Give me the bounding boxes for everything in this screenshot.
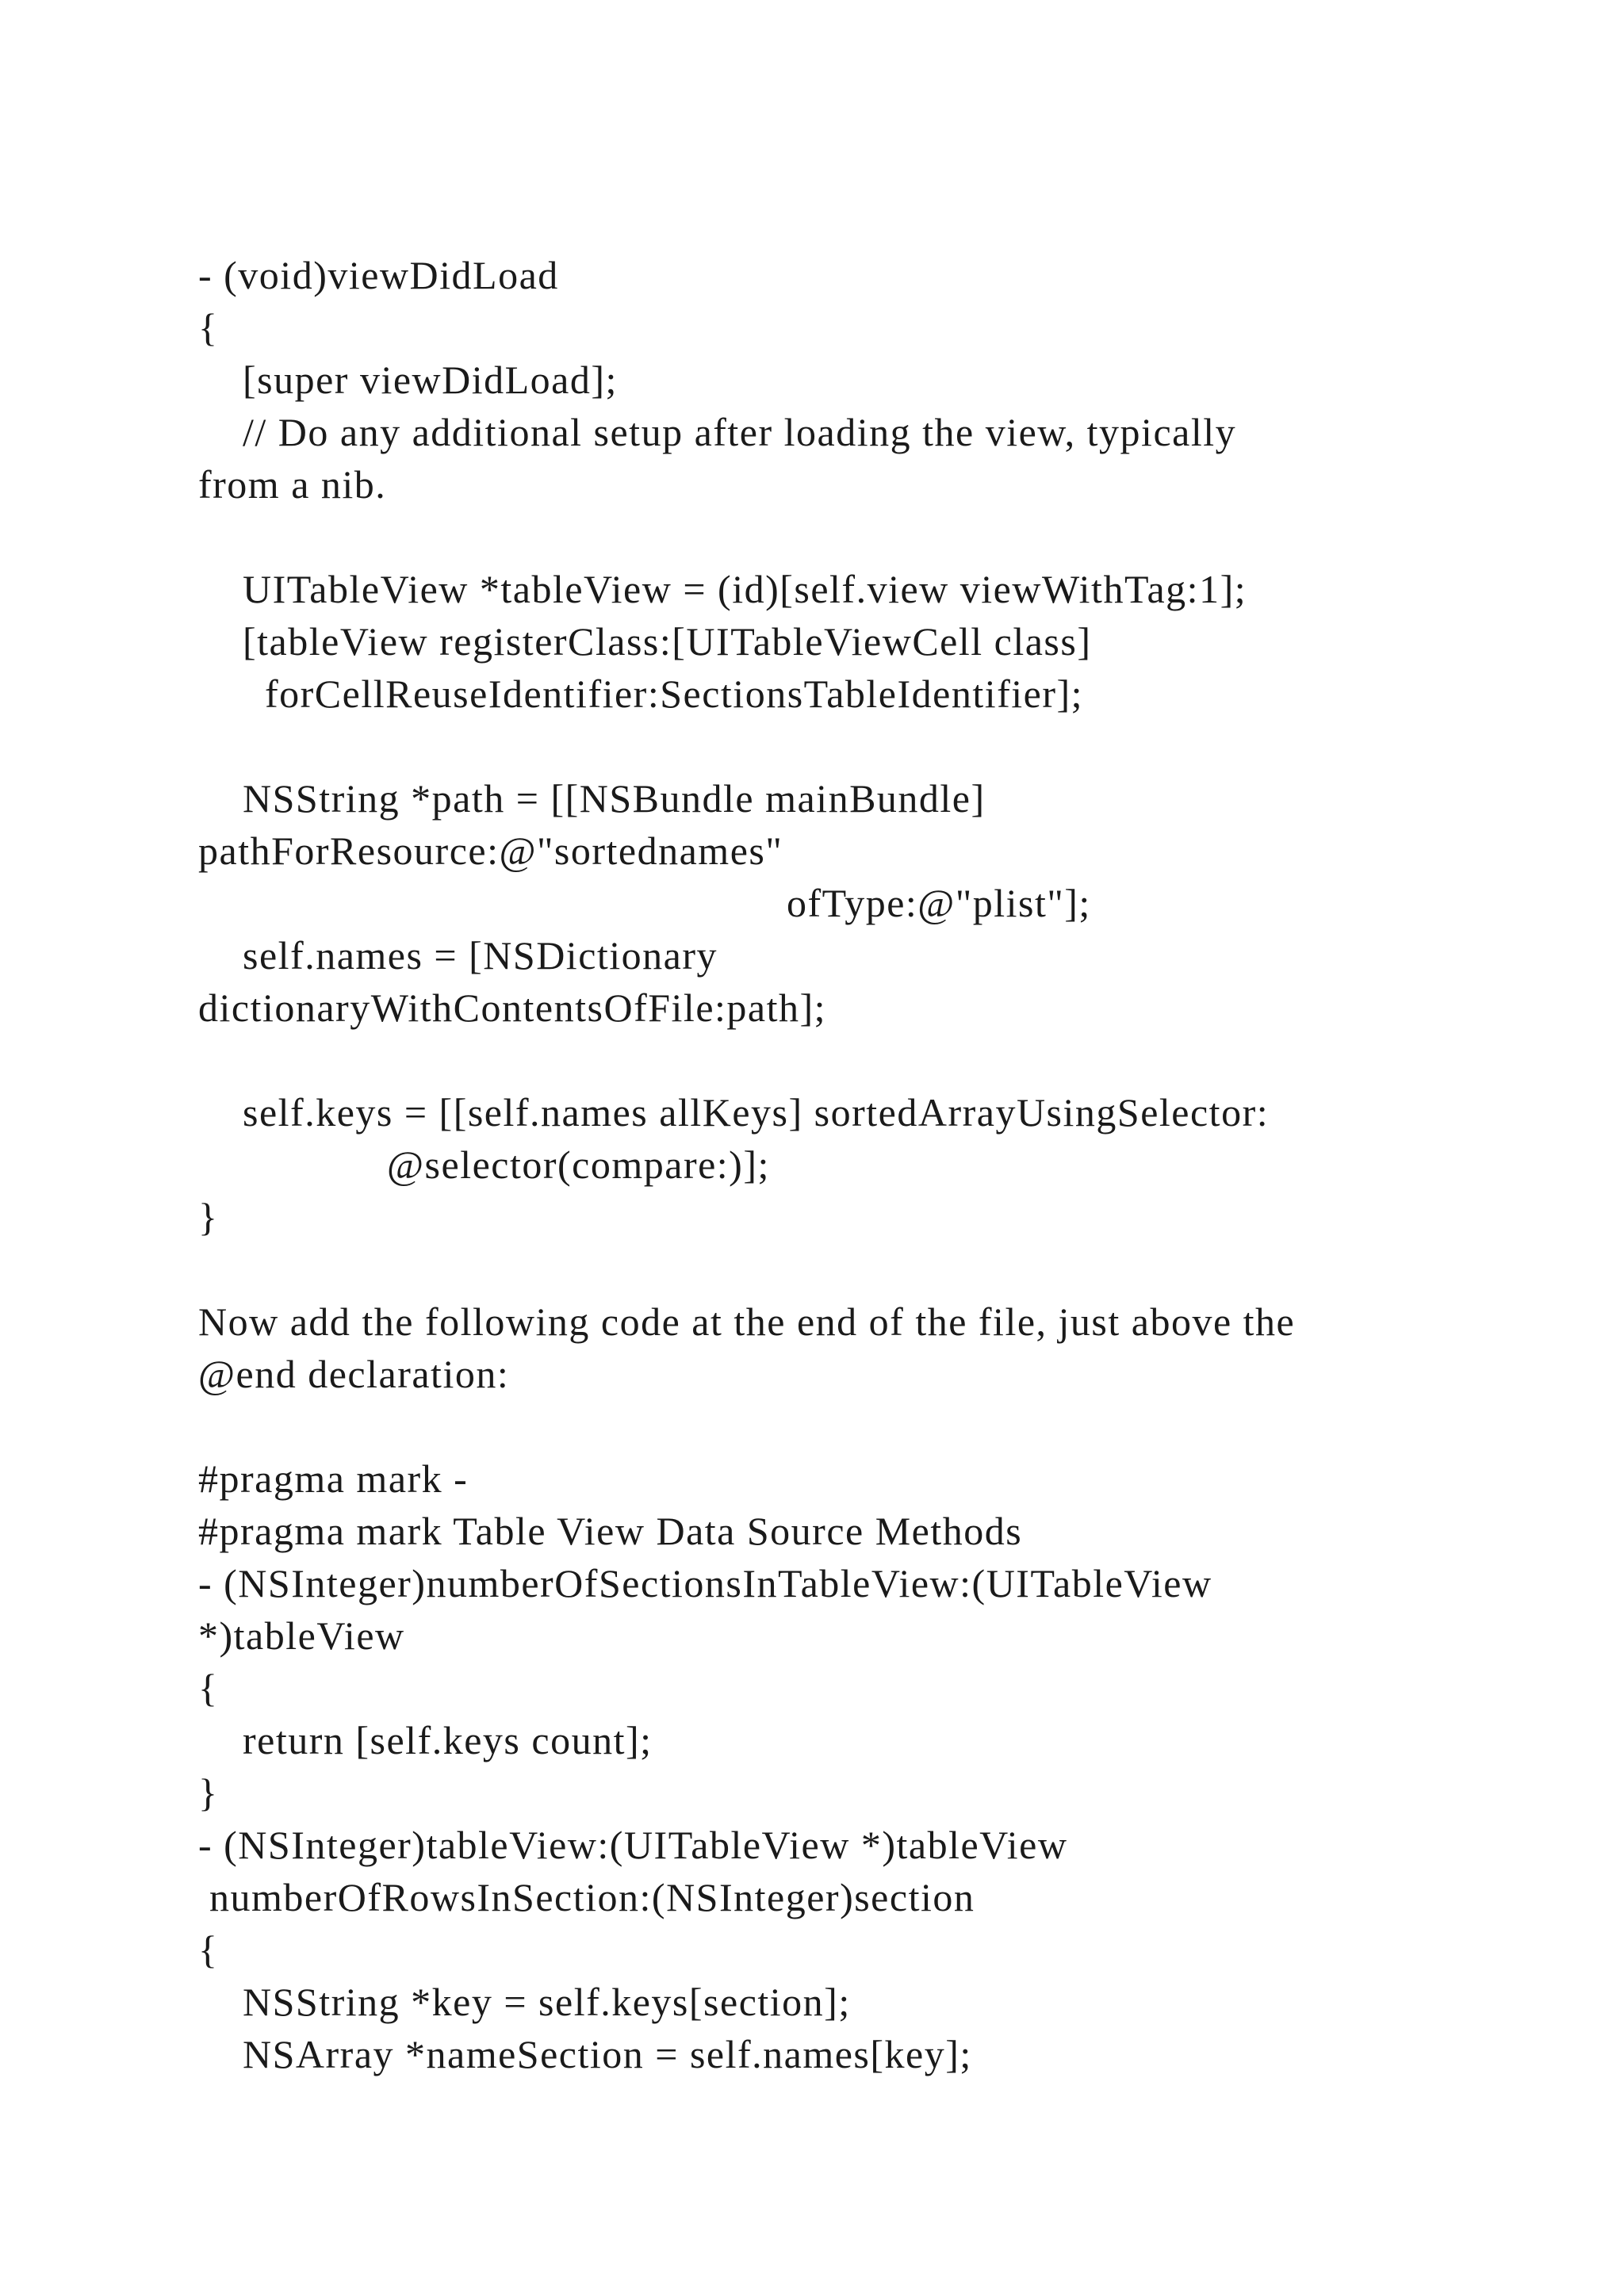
text-line: #pragma mark Table View Data Source Methods [198,1509,1023,1553]
text-line: forCellReuseIdentifier:SectionsTableIdentifier]; [198,672,1084,716]
text-line: { [198,305,219,350]
text-line: } [198,1770,219,1815]
text-line: self.names = [NSDictionary [198,933,718,978]
text-line: // Do any additional setup after loading the view, typically [198,410,1237,454]
text-line: NSArray *nameSection = self.names[key]; [198,2032,972,2076]
text-line: #pragma mark - [198,1456,469,1501]
text-line: @end declaration: [198,1352,510,1396]
text-line: - (NSInteger)tableView:(UITableView *)tableView [198,1823,1068,1867]
text-line: self.keys = [[self.names allKeys] sortedArrayUsingSelector: [198,1090,1270,1135]
text-line: NSString *path = [[NSBundle mainBundle] [198,776,986,821]
text-line: { [198,1666,219,1710]
text-line: @selector(compare:)]; [198,1142,770,1187]
text-line: return [self.keys count]; [198,1718,653,1762]
text-line: pathForResource:@"sortednames" [198,828,783,873]
text-line: *)tableView [198,1613,405,1658]
text-line: NSString *key = self.keys[section]; [198,1980,851,2024]
text-line: } [198,1195,219,1239]
text-line: [tableView registerClass:[UITableViewCell class] [198,619,1092,664]
text-line: ofType:@"plist"]; [198,881,1091,925]
text-line: { [198,1927,219,1972]
text-line: from a nib. [198,462,387,507]
text-line: Now add the following code at the end of the file, just above the [198,1299,1296,1344]
text-line: - (NSInteger)numberOfSectionsInTableView:(UITableView [198,1561,1212,1605]
text-line: [super viewDidLoad]; [198,358,618,402]
text-line: UITableView *tableView = (id)[self.view viewWithTag:1]; [198,567,1247,611]
text-line: - (void)viewDidLoad [198,253,559,297]
text-line: dictionaryWithContentsOfFile:path]; [198,985,827,1030]
text-line: numberOfRowsInSection:(NSInteger)section [198,1875,975,1919]
